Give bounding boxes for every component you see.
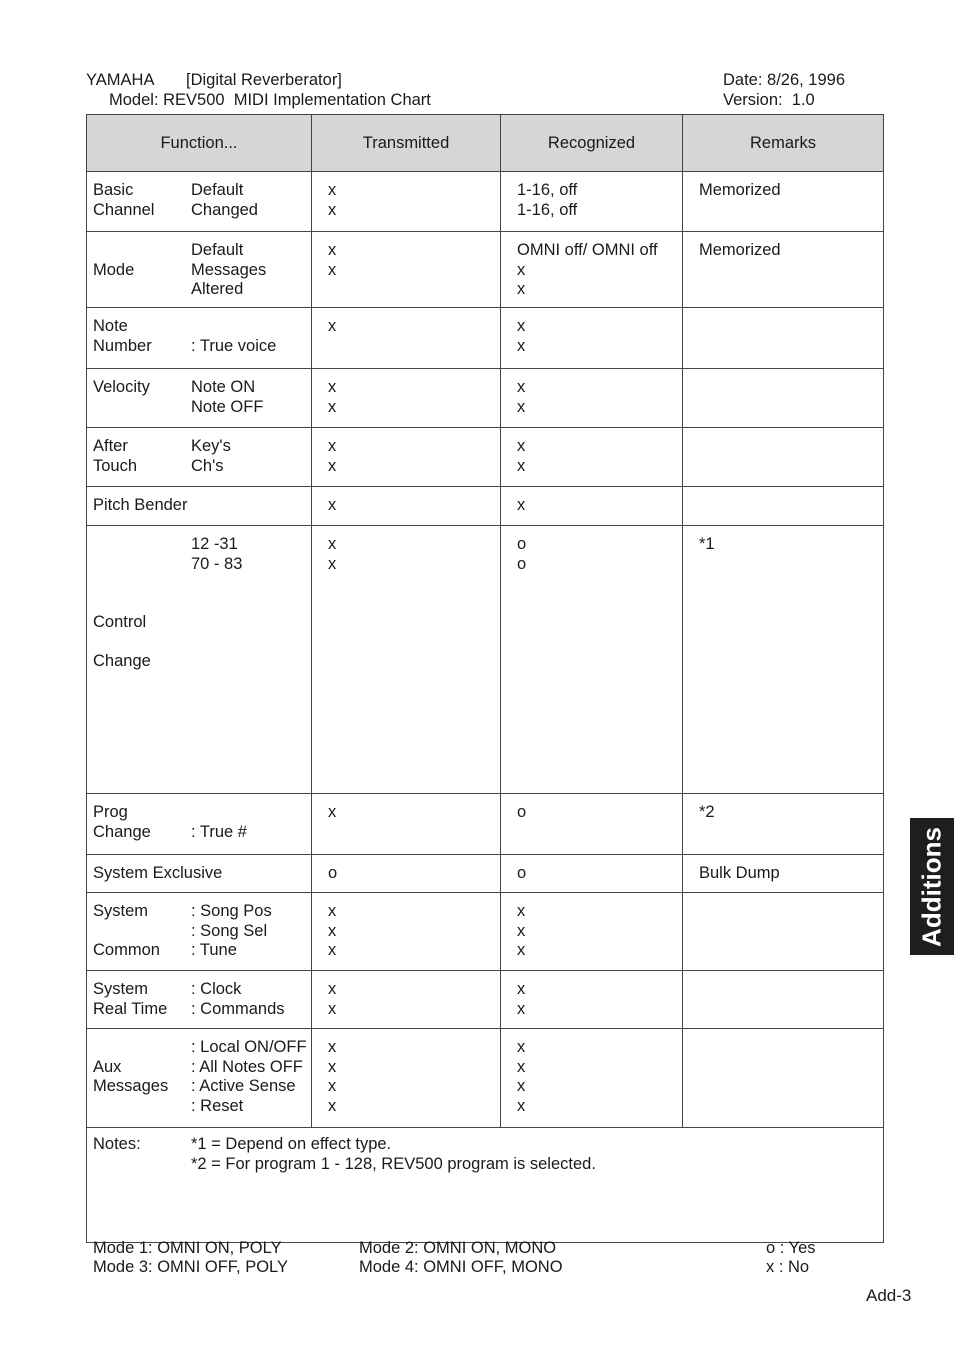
- function-cell: [87, 526, 312, 794]
- remarks-cell: [683, 855, 884, 893]
- section-tab: [910, 818, 954, 955]
- legend-no: x : No: [766, 1258, 810, 1276]
- recognized-value: x: [517, 1077, 526, 1095]
- transmitted-value: x: [328, 200, 337, 219]
- recognized-cell: [501, 232, 683, 308]
- function-detail: : Active Sense: [191, 1077, 296, 1095]
- function-detail: Note OFF: [191, 397, 264, 416]
- date: Date: 8/26, 1996: [723, 71, 846, 89]
- function-detail: Default: [191, 241, 244, 259]
- function-label: [93, 1097, 168, 1117]
- header-row: [87, 115, 884, 172]
- transmitted-value: x: [328, 397, 337, 416]
- function-cell: [87, 172, 312, 232]
- function-label: Prog: [93, 803, 128, 821]
- transmitted-cell: [312, 893, 501, 971]
- remarks-cell: [683, 172, 884, 232]
- recognized-value: o: [517, 535, 527, 553]
- transmitted-cell: [312, 526, 501, 794]
- recognized-value: x: [517, 260, 526, 279]
- function-detail: Messages: [191, 260, 267, 279]
- transmitted-cell: [312, 428, 501, 487]
- transmitted-cell: [312, 308, 501, 369]
- note-item: *1 = Depend on effect type.: [191, 1135, 392, 1153]
- function-label: Messages: [93, 1077, 169, 1095]
- function-label: [93, 1038, 168, 1058]
- recognized-value: x: [517, 980, 526, 998]
- notes-label: Notes:: [93, 1135, 141, 1153]
- function-label: Pitch Bender: [93, 496, 188, 514]
- transmitted-value: x: [328, 1038, 337, 1056]
- transmitted-cell: [312, 1029, 501, 1128]
- notes-row: [87, 1128, 884, 1243]
- function-cell: [87, 487, 312, 526]
- function-detail: : True voice: [191, 336, 277, 355]
- remark-text: *2: [699, 803, 715, 821]
- transmitted-value: x: [328, 535, 337, 553]
- table-row: [87, 172, 884, 232]
- function-detail: : Commands: [191, 999, 285, 1018]
- transmitted-value: x: [328, 241, 337, 259]
- function-label: [93, 594, 151, 614]
- model-line: Model: REV500 MIDI Implementation Chart: [109, 91, 431, 109]
- transmitted-cell: [312, 794, 501, 855]
- function-label: Velocity: [93, 378, 150, 396]
- function-detail: Altered: [191, 280, 244, 298]
- function-detail: : Reset: [191, 1096, 244, 1115]
- remarks-cell: [683, 893, 884, 971]
- transmitted-value: x: [328, 1077, 337, 1095]
- function-cell: [87, 369, 312, 428]
- function-detail: : Song Sel: [191, 921, 268, 940]
- remarks-cell: [683, 487, 884, 526]
- remark-text: Bulk Dump: [699, 864, 780, 882]
- function-detail: Default: [191, 181, 244, 199]
- version: Version: 1.0: [723, 91, 815, 109]
- function-label: Common: [93, 941, 160, 959]
- recognized-cell: [501, 487, 683, 526]
- transmitted-cell: [312, 487, 501, 526]
- function-cell: [87, 232, 312, 308]
- table-row: [87, 1029, 884, 1128]
- recognized-value: x: [517, 1096, 526, 1115]
- recognized-value: x: [517, 456, 526, 475]
- column-header: Recognized: [501, 115, 683, 172]
- transmitted-value: x: [328, 378, 337, 396]
- column-header: Function...: [87, 115, 312, 172]
- function-detail: : All Notes OFF: [191, 1057, 303, 1076]
- recognized-value: x: [517, 378, 526, 396]
- recognized-value: o: [517, 554, 527, 573]
- function-detail: 12 -31: [191, 535, 238, 553]
- function-cell: [87, 1029, 312, 1128]
- transmitted-value: x: [328, 941, 337, 959]
- transmitted-value: x: [328, 437, 337, 455]
- function-detail: Ch's: [191, 456, 224, 475]
- recognized-value: x: [517, 317, 526, 335]
- table-row: [87, 893, 884, 971]
- recognized-value: x: [517, 496, 526, 514]
- function-detail: : Song Pos: [191, 902, 272, 920]
- mode-1: Mode 1: OMNI ON, POLY: [93, 1239, 282, 1257]
- page-number: Add-3: [866, 1286, 912, 1305]
- recognized-cell: [501, 428, 683, 487]
- function-label: [93, 555, 151, 575]
- recognized-value: x: [517, 336, 526, 355]
- function-cell: [87, 794, 312, 855]
- mode-4: Mode 4: OMNI OFF, MONO: [359, 1258, 563, 1276]
- note-item: *2 = For program 1 - 128, REV500 program is selected.: [191, 1154, 596, 1173]
- remarks-cell: [683, 232, 884, 308]
- transmitted-value: x: [328, 496, 337, 514]
- remarks-cell: [683, 369, 884, 428]
- transmitted-value: x: [328, 902, 337, 920]
- transmitted-value: o: [328, 864, 338, 882]
- transmitted-cell: [312, 172, 501, 232]
- legend-yes: o : Yes: [766, 1239, 816, 1257]
- function-label: After: [93, 437, 128, 455]
- mode-2: Mode 2: OMNI ON, MONO: [359, 1239, 557, 1257]
- function-detail: : Local ON/OFF: [191, 1038, 307, 1056]
- remark-text: Memorized: [699, 241, 781, 259]
- transmitted-value: x: [328, 456, 337, 475]
- table-row: [87, 232, 884, 308]
- recognized-value: x: [517, 902, 526, 920]
- function-label: Change: [93, 822, 151, 841]
- function-detail: Changed: [191, 200, 258, 219]
- section-tab-label: Additions: [916, 826, 947, 947]
- function-label: [93, 574, 151, 594]
- function-label: Channel: [93, 200, 155, 219]
- recognized-value: x: [517, 280, 526, 298]
- transmitted-value: x: [328, 803, 337, 821]
- function-label: System Exclusive: [93, 864, 223, 882]
- function-label: Note: [93, 317, 128, 335]
- table-row: [87, 526, 884, 794]
- remarks-cell: [683, 428, 884, 487]
- transmitted-value: x: [328, 921, 337, 940]
- recognized-value: 1-16, off: [517, 181, 578, 199]
- table-row: [87, 487, 884, 526]
- function-label: Control: [93, 613, 147, 631]
- recognized-value: x: [517, 1038, 526, 1056]
- recognized-value: o: [517, 864, 527, 882]
- table-row: [87, 971, 884, 1029]
- transmitted-value: x: [328, 1096, 337, 1115]
- transmitted-value: x: [328, 980, 337, 998]
- recognized-cell: [501, 1029, 683, 1128]
- function-detail: Note ON: [191, 378, 256, 396]
- function-cell: [87, 428, 312, 487]
- function-detail: Key's: [191, 437, 231, 455]
- transmitted-value: x: [328, 260, 337, 279]
- transmitted-cell: [312, 232, 501, 308]
- recognized-cell: [501, 893, 683, 971]
- column-header: Transmitted: [312, 115, 501, 172]
- transmitted-value: x: [328, 554, 337, 573]
- function-cell: [87, 971, 312, 1029]
- recognized-cell: [501, 308, 683, 369]
- function-label: System: [93, 980, 149, 998]
- function-label: Real Time: [93, 999, 168, 1018]
- recognized-value: 1-16, off: [517, 200, 578, 219]
- table-row: [87, 428, 884, 487]
- function-detail: : Tune: [191, 941, 237, 959]
- table-row: [87, 369, 884, 428]
- recognized-value: x: [517, 397, 526, 416]
- remarks-cell: [683, 1029, 884, 1128]
- remarks-cell: [683, 308, 884, 369]
- recognized-value: o: [517, 803, 527, 821]
- device-type: [Digital Reverberator]: [186, 71, 342, 89]
- remarks-cell: [683, 794, 884, 855]
- recognized-cell: [501, 369, 683, 428]
- function-label: Basic: [93, 181, 134, 199]
- function-label: Mode: [93, 260, 135, 279]
- transmitted-value: x: [328, 317, 337, 335]
- recognized-cell: [501, 971, 683, 1029]
- function-label: [93, 535, 151, 555]
- table-row: [87, 855, 884, 893]
- recognized-value: OMNI off/ OMNI off: [517, 241, 658, 259]
- remark-text: *1: [699, 535, 715, 553]
- table-row: [87, 308, 884, 369]
- recognized-cell: [501, 794, 683, 855]
- column-header: Remarks: [683, 115, 884, 172]
- transmitted-cell: [312, 855, 501, 893]
- mode-3: Mode 3: OMNI OFF, POLY: [93, 1258, 288, 1276]
- function-cell: [87, 893, 312, 971]
- recognized-cell: [501, 526, 683, 794]
- transmitted-cell: [312, 369, 501, 428]
- function-label: Aux: [93, 1057, 122, 1076]
- function-detail: : True #: [191, 822, 247, 841]
- function-label: Touch: [93, 456, 138, 475]
- recognized-cell: [501, 855, 683, 893]
- function-detail: : Clock: [191, 980, 242, 998]
- function-label: [93, 922, 160, 942]
- recognized-value: x: [517, 1057, 526, 1076]
- function-cell: [87, 308, 312, 369]
- remarks-cell: [683, 971, 884, 1029]
- recognized-cell: [501, 172, 683, 232]
- function-label: System: [93, 902, 149, 920]
- recognized-value: x: [517, 437, 526, 455]
- function-detail: [191, 803, 247, 823]
- midi-implementation-table: [86, 114, 884, 1243]
- function-detail: 70 - 83: [191, 554, 243, 573]
- transmitted-value: x: [328, 181, 337, 199]
- function-label: [93, 633, 151, 653]
- recognized-value: x: [517, 941, 526, 959]
- function-detail: [191, 317, 276, 337]
- remarks-cell: [683, 526, 884, 794]
- function-label: [93, 241, 134, 261]
- remark-text: Memorized: [699, 181, 781, 199]
- recognized-value: x: [517, 921, 526, 940]
- brand: YAMAHA: [86, 71, 155, 89]
- function-label: Change: [93, 652, 151, 670]
- table-row: [87, 794, 884, 855]
- transmitted-value: x: [328, 1057, 337, 1076]
- function-label: [93, 280, 134, 300]
- transmitted-cell: [312, 971, 501, 1029]
- transmitted-value: x: [328, 999, 337, 1018]
- recognized-value: x: [517, 999, 526, 1018]
- function-cell: [87, 855, 312, 893]
- function-label: Number: [93, 336, 152, 355]
